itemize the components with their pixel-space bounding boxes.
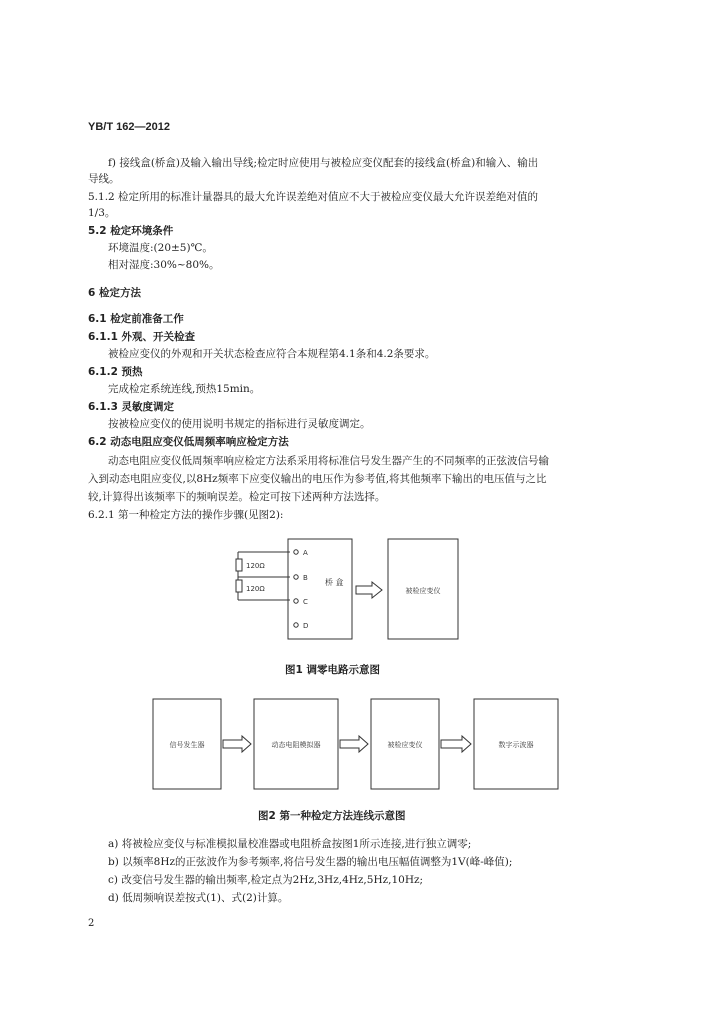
para-6-2-line1: 动态电阻应变仪低周频率响应检定方法系采用将标准信号发生器产生的不同频率的正弦波信号输 [108,455,549,467]
clause-6-2-1: 6.2.1 第一种检定方法的操作步骤(见图2): [88,509,284,521]
clause-5-1-2-line2: 1/3。 [88,207,116,219]
heading-6-1-2: 6.1.2 预热 [88,366,143,378]
terminal-c [294,599,298,603]
arrow-3-icon [441,736,471,752]
clause-5-1-2-line1: 5.1.2 检定所用的标准计量器具的最大允许误差绝对值应不大于被检应变仪最大允许误差绝对值的 [88,191,539,203]
box-strain-gauge-label: 被检应变仪 [387,741,423,749]
para-6-1-2: 完成检定系统连线,预热15min。 [108,383,261,395]
page-number: 2 [88,918,95,929]
env-temperature: 环境温度:(20±5)℃。 [108,242,213,254]
figure-1-diagram [230,535,470,647]
env-humidity: 相对湿度:30%~80%。 [108,259,220,271]
step-a: a) 将被检应变仪与标准模拟量校准器或电阻桥盒按图1所示连接,进行独立调零; [108,838,472,850]
terminal-d-label: D [303,622,309,630]
terminal-b [294,575,298,579]
terminal-a [294,550,298,554]
bridge-box-label: 桥 盒 [325,578,344,587]
box-signal-generator-label: 信号发生器 [169,741,205,749]
terminal-a-label: A [303,549,308,557]
terminal-d [294,623,298,627]
item-f-line1: f) 接线盒(桥盒)及输入输出导线;检定时应使用与被检应变仪配套的接线盒(桥盒)和输入、输出 [108,157,539,169]
heading-6-1: 6.1 检定前准备工作 [88,313,184,325]
box-dynamic-simulator-label: 动态电阻模拟器 [271,741,321,749]
heading-6-1-1: 6.1.1 外观、开关检查 [88,331,196,343]
para-6-1-1: 被检应变仪的外观和开关状态检查应符合本规程第4.1条和4.2条要求。 [108,348,436,360]
step-b: b) 以频率8Hz的正弦波作为参考频率,将信号发生器的输出电压幅值调整为1V(峰-峰值); [108,856,513,868]
heading-6-1-3: 6.1.3 灵敏度调定 [88,401,175,413]
para-6-2-line2: 入到动态电阻应变仪,以8Hz频率下应变仪输出的电压作为参考值,将其他频率下输出的电压值与之比 [88,473,547,485]
para-6-1-3: 按被检应变仪的使用说明书规定的指标进行灵敏度调定。 [108,418,371,430]
step-c: c) 改变信号发生器的输出频率,检定点为2Hz,3Hz,4Hz,5Hz,10Hz; [108,874,424,886]
figure-2-caption: 图2 第一种检定方法连线示意图 [258,810,406,822]
para-6-2-line3: 较,计算得出该频率下的频响误差。检定可按下述两种方法选择。 [88,491,386,503]
figure-1-caption: 图1 调零电路示意图 [285,664,380,676]
resistor-1 [236,559,242,571]
r1-label: 120Ω [246,562,265,570]
step-d: d) 低周频响误差按式(1)、式(2)计算。 [108,892,289,904]
device-label: 被检应变仪 [405,587,441,595]
heading-6: 6 检定方法 [88,287,141,299]
terminal-c-label: C [303,598,308,606]
box-digital-oscilloscope-label: 数字示波器 [498,741,534,749]
resistor-2 [236,580,242,592]
r2-label: 120Ω [246,585,265,593]
heading-5-2: 5.2 检定环境条件 [88,225,174,237]
arrow-2-icon [340,736,368,752]
terminal-b-label: B [303,574,308,582]
standard-number: YB/T 162—2012 [88,121,170,133]
heading-6-2: 6.2 动态电阻应变仪低周频率响应检定方法 [88,436,289,448]
arrow-icon [356,582,382,598]
item-f-line2: 导线。 [88,173,120,185]
figure-2-diagram [150,695,562,793]
arrow-1-icon [223,736,251,752]
